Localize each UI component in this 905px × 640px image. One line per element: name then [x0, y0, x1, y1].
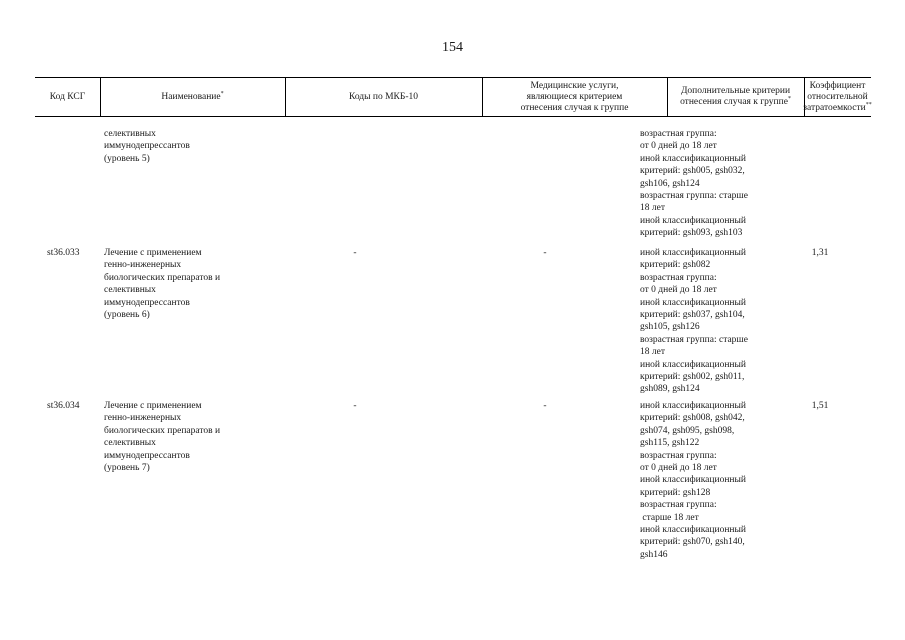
row-3-services: - [543, 401, 547, 411]
row-3-code: st36.034 [47, 401, 80, 411]
row-2-services: - [543, 248, 547, 258]
row-2-criteria: иной классификационный критерий: gsh082 возрастная группа: от 0 дней до 18 лет иной классификационный критерий: gsh037, gsh104, gsh105, gsh126 возрастная группа: старше 18 лет иной классификационный критерий: gsh002, gsh011, gsh089, gsh124 [640, 248, 748, 395]
row-2-coefficient: 1,31 [811, 248, 829, 258]
row-3-mkb: - [353, 401, 357, 411]
row-2-name: Лечение с применением генно-инженерных биологических препаратов и селективных иммунодепрессантов (уровень 6) [104, 248, 221, 321]
table-header [35, 77, 871, 117]
row-3-coefficient: 1,51 [811, 401, 829, 411]
row-2-mkb: - [353, 248, 357, 258]
header-coefficient: Коэффициент относительной затратоемкости** [803, 80, 872, 113]
header-code: Код КСГ [49, 91, 86, 102]
header-services: Медицинские услуги, являющиеся критерием отнесения случая к группе [520, 80, 629, 113]
row-1-name: селективных иммунодепрессантов (уровень 5) [104, 129, 190, 164]
row-2-code: st36.033 [47, 248, 80, 258]
header-mkb: Коды по МКБ-10 [348, 91, 419, 102]
header-name: Наименование* [161, 90, 224, 102]
row-1-criteria: возрастная группа: от 0 дней до 18 лет иной классификационный критерий: gsh005, gsh032, gsh106, gsh124 возрастная группа: старше 18 лет иной классификационный критерий: gsh093, gsh103 [640, 129, 748, 239]
row-3-criteria: иной классификационный критерий: gsh008, gsh042, gsh074, gsh095, gsh098, gsh115, gsh122 возрастная группа: от 0 дней до 18 лет иной классификационный критерий: gsh128 возрастная группа: старше 18 лет иной классификационный критерий: gsh070, gsh140, gsh146 [640, 401, 746, 560]
row-3-name: Лечение с применением генно-инженерных биологических препаратов и селективных иммунодепрессантов (уровень 7) [104, 401, 221, 474]
header-criteria: Дополнительные критерии отнесения случая к группе* [680, 86, 791, 107]
page-number: 154 [442, 40, 463, 55]
